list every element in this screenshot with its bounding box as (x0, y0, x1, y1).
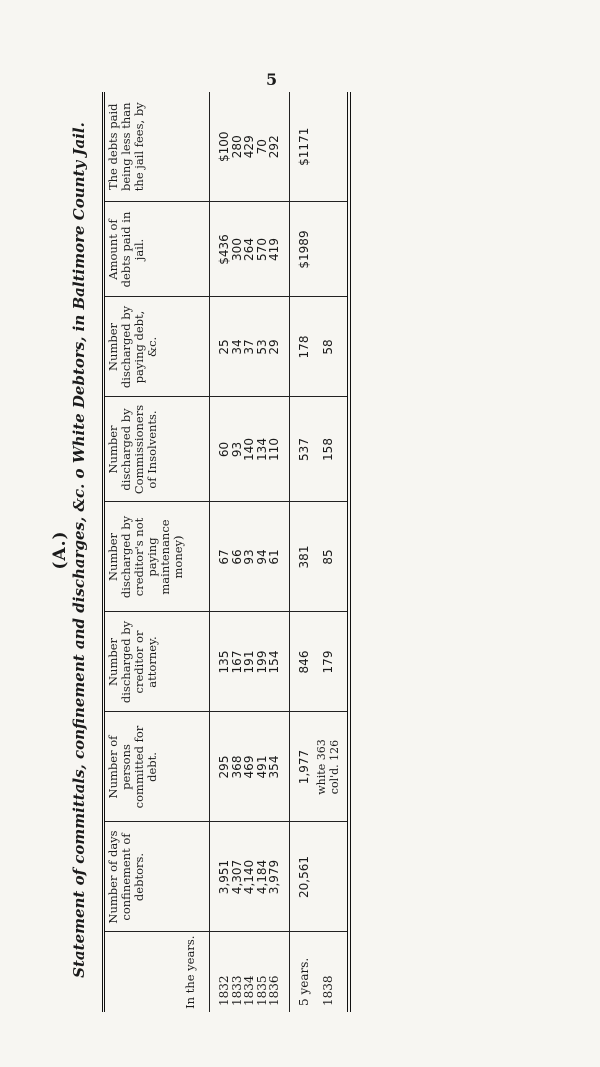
section-heading: (A.) (50, 530, 70, 570)
header-debts-less-than-fees: The debts paid being less than the jail fees, by (105, 92, 210, 202)
year-1838: 1838 (321, 975, 336, 1006)
table-caption: Statement of committals, confinement and discharges, &c. o White Debtors, in Baltimore County Jail. (70, 122, 88, 978)
header-discharged-commissioners: Number discharged by Commissioners of Insolvents. (105, 397, 210, 502)
total-maintenance: 381 (289, 502, 314, 612)
header-discharged-by-creditor: Number discharged by creditor or attorney. (105, 612, 210, 712)
total-row (289, 92, 314, 1012)
debtors-table (102, 92, 351, 1012)
debts-less-than-fees-cell: $100 280 429 70 292 (210, 92, 290, 202)
less-than-fees-1838-empty (314, 92, 347, 202)
amount-paid-cell: $436 300 264 570 419 (210, 202, 290, 297)
header-days-confinement: Number of days confinement of debtors. (105, 822, 210, 932)
persons-1838: white 363 col'd. 126 (314, 712, 347, 822)
rotated-table-page (40, 70, 370, 1030)
paying-debt-1838: 58 (314, 297, 347, 397)
header-discharged-maintenance: Number discharged by creditor's not paying maintenance money) (105, 502, 210, 612)
total-paying-debt: 178 (289, 297, 314, 397)
persons-committed-cell: 295 368 469 491 354 (210, 712, 290, 822)
by-creditor-1838: 179 (314, 612, 347, 712)
total-days: 20,561 (289, 822, 314, 932)
discharged-maintenance-cell: 67 66 93 94 61 (210, 502, 290, 612)
maintenance-1838: 85 (314, 502, 347, 612)
days-1838-empty (314, 822, 347, 932)
discharged-commissioners-cell: 60 93 140 134 110 (210, 397, 290, 502)
header-amount-paid: Amount of debts paid in jail. (105, 202, 210, 297)
total-by-creditor: 846 (289, 612, 314, 712)
years-cell: 1832 1833 1834 1835 1836 (217, 975, 281, 1006)
yearly-rows (210, 92, 290, 1012)
page-number: 5 (266, 70, 278, 89)
commissioners-1838: 158 (314, 397, 347, 502)
total-label: 5 years. (289, 932, 314, 1012)
total-amount-paid: $1989 (289, 202, 314, 297)
header-years: In the years. (105, 932, 210, 1012)
row-1838 (314, 92, 347, 1012)
discharged-by-creditor-cell: 135 167 191 199 154 (210, 612, 290, 712)
header-discharged-paying-debt: Number discharged by paying debt, &c. (105, 297, 210, 397)
amount-paid-1838-empty (314, 202, 347, 297)
header-persons-committed: Number of persons committed for debt. (105, 712, 210, 822)
discharged-paying-debt-cell: 25 34 37 53 29 (210, 297, 290, 397)
table-header-row (105, 92, 210, 1012)
days-confinement-cell: 3,951 4,307 4,140 4,184 3,979 (210, 822, 290, 932)
total-persons: 1,977 (289, 712, 314, 822)
total-commissioners: 537 (289, 397, 314, 502)
total-less-than-fees: $1171 (289, 92, 314, 202)
